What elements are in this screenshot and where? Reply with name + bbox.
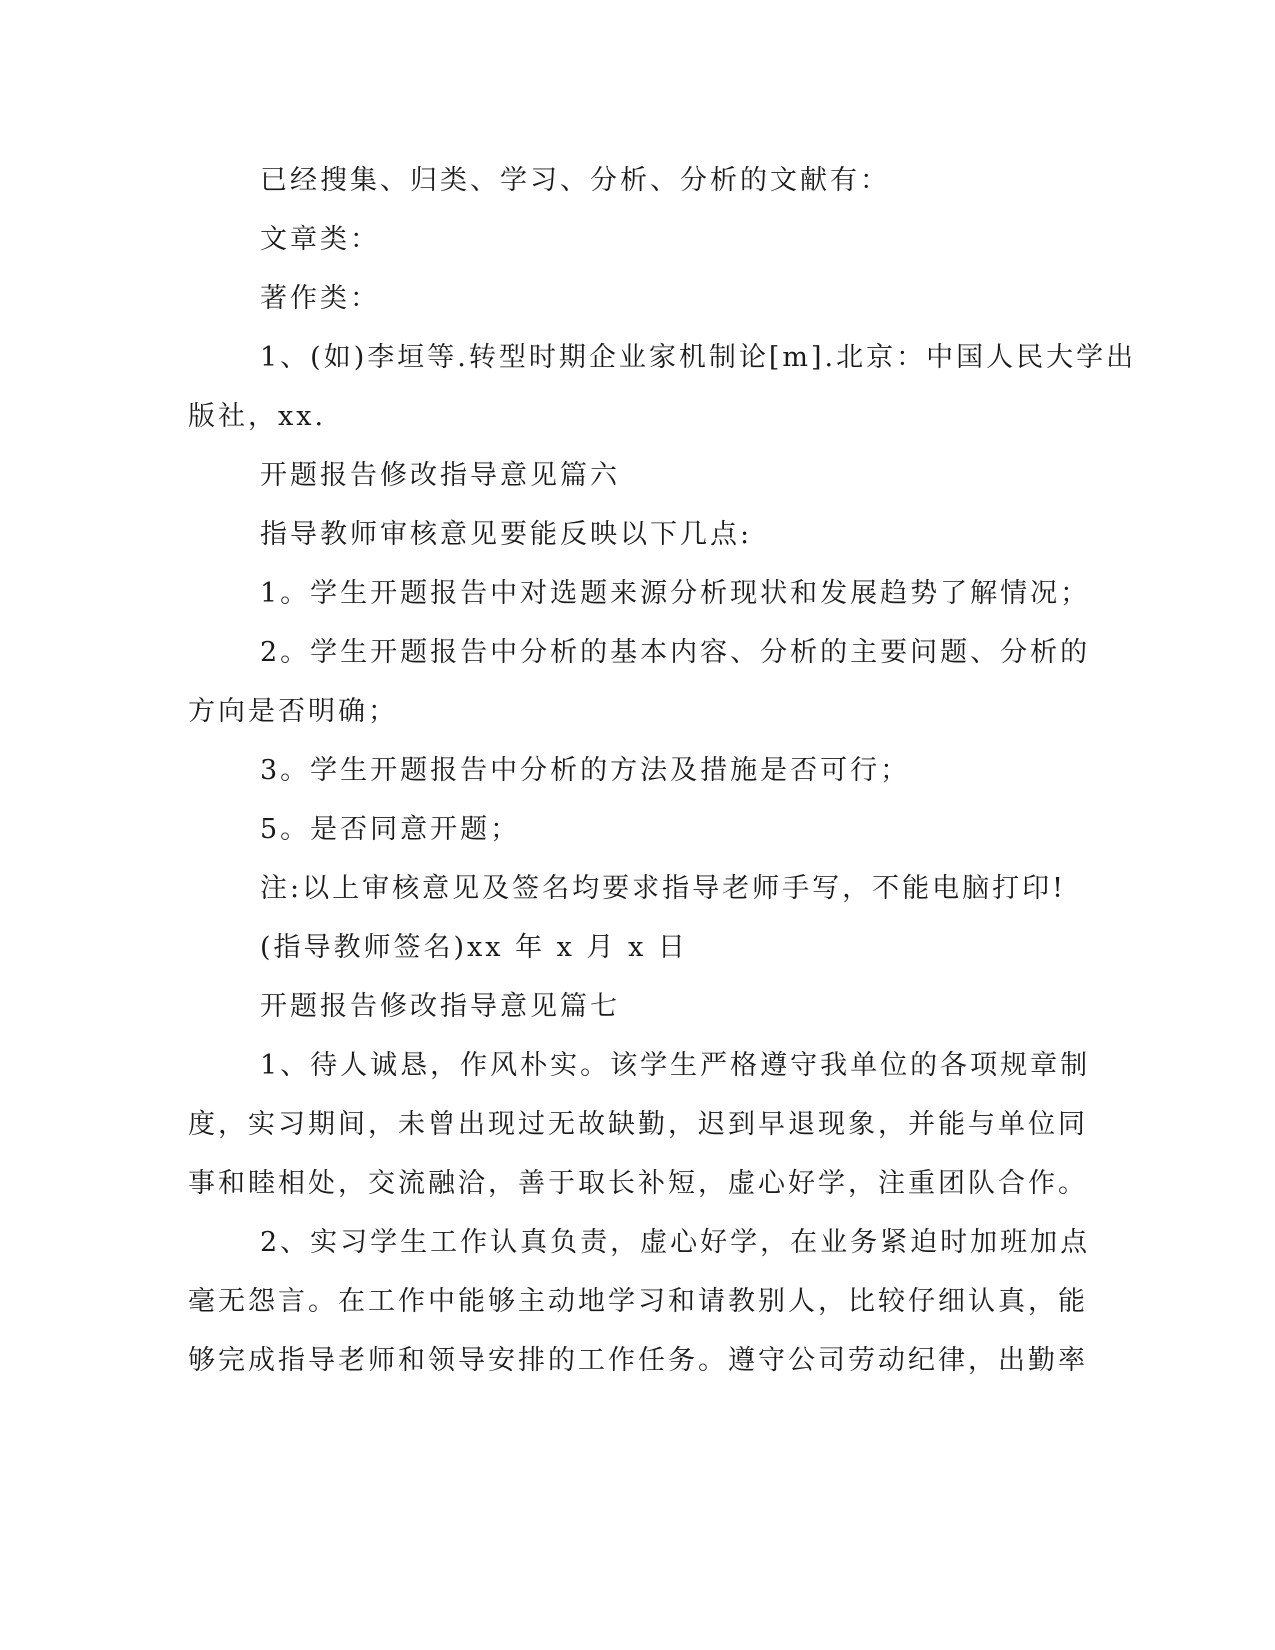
paragraph-line: 度，实习期间，未曾出现过无故缺勤，迟到早退现象，并能与单位同 [188, 1109, 1088, 1140]
paragraph-line: 版社，xx. [188, 401, 327, 432]
list-item-continuation: 方向是否明确； [188, 696, 398, 727]
paragraph-line: 文章类： [260, 224, 380, 255]
list-item: 5。是否同意开题； [260, 814, 521, 845]
paragraph-line: 指导教师审核意见要能反映以下几点: [260, 519, 753, 550]
paragraph-line: 1、待人诚恳，作风朴实。该学生严格遵守我单位的各项规章制 [260, 1050, 1091, 1081]
paragraph-line: 已经搜集、归类、学习、分析、分析的文献有： [260, 165, 890, 196]
list-item: 2。学生开题报告中分析的基本内容、分析的主要问题、分析的 [260, 637, 1091, 668]
list-item: 1。学生开题报告中对选题来源分析现状和发展趋势了解情况； [260, 578, 1091, 609]
paragraph-line: 2、实习学生工作认真负责，虚心好学，在业务紧迫时加班加点 [260, 1227, 1091, 1258]
paragraph-line: 毫无怨言。在工作中能够主动地学习和请教别人，比较仔细认真，能 [188, 1286, 1088, 1317]
paragraph-line: 够完成指导老师和领导安排的工作任务。遵守公司劳动纪律，出勤率 [188, 1345, 1088, 1376]
section-heading: 开题报告修改指导意见篇七 [260, 991, 620, 1022]
list-item: 3。学生开题报告中分析的方法及措施是否可行； [260, 755, 911, 786]
note-line: 注:以上审核意见及签名均要求指导老师手写，不能电脑打印! [260, 873, 1066, 904]
paragraph-line: 事和睦相处，交流融洽，善于取长补短，虚心好学，注重团队合作。 [188, 1168, 1088, 1199]
signature-line: (指导教师签名)xx 年 x 月 x 日 [260, 932, 688, 963]
section-heading: 开题报告修改指导意见篇六 [260, 460, 620, 491]
paragraph-line: 1、(如)李垣等.转型时期企业家机制论[m].北京：中国人民大学出 [260, 342, 1137, 373]
paragraph-line: 著作类： [260, 283, 380, 314]
